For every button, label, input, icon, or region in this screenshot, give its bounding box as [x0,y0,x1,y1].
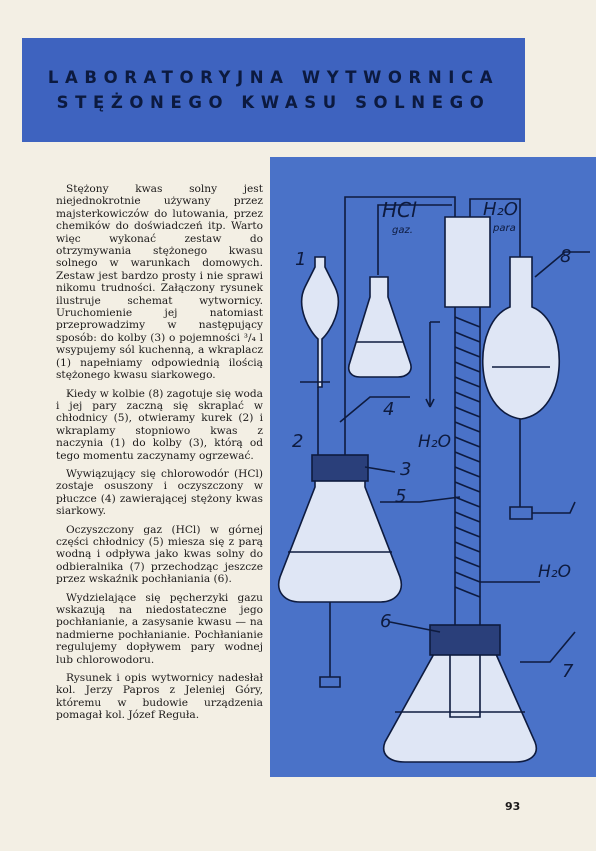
author-note: Rysunek i opis wytwornicy nadesłał kol. Jerzy Papros z Jeleniej Góry, któremu w budowie urządzenia pomagał kol. Józef Reguła. [56,672,263,722]
dropping-funnel [302,257,339,387]
receiver-stopper [430,625,500,655]
flask-stopper [312,455,368,481]
label-h2o-top: H₂O [483,199,518,220]
label-gaz: gaz. [392,225,413,236]
paragraph-5: Wydzielające się pęcherzyki gazu wskazują na niedostateczne jego pochłanianie, a zasysanie kwasu — na nadmierne pochłanianie. Pochłanianie regulujemy dopływem pary wodnej lub chlorowodoru. [56,591,263,666]
title-line-2: STĘŻONEGO KWASU SOLNEGO [56,93,491,112]
paragraph-3: Wywiązujący się chlorowodór (HCl) zostaje osuszony i oczyszczony w płuczce (4) zawierającej stężony kwas siarkowy. [56,467,263,518]
burner-left [320,602,340,687]
label-2: 2 [292,431,304,452]
label-3: 3 [400,459,412,480]
apparatus-drawing [270,157,596,777]
label-7: 7 [562,661,574,682]
label-1: 1 [295,249,307,270]
water-outlet [430,322,440,407]
label-para: para [493,223,516,234]
burner-hose [532,502,575,513]
condenser-coil [455,317,480,597]
label-5: 5 [395,486,407,507]
label-8: 8 [560,246,572,267]
burner-right [510,419,532,519]
label-4: 4 [383,399,395,420]
title-line-1: LABORATORYJNA WYTWORNICA [47,68,500,87]
leader-7 [520,632,575,662]
page-number: 93 [505,800,521,813]
label-6: 6 [380,611,392,632]
title-banner [22,38,525,142]
label-hcl: HCl [382,198,417,222]
leader-5 [380,497,460,502]
apparatus-diagram [270,157,596,777]
steam-flask [483,257,560,419]
article-text [56,183,263,728]
label-h2o-right: H₂O [538,562,571,582]
leader-4 [340,397,410,422]
condenser-top [445,217,490,307]
paragraph-4: Oczyszczony gaz (HCl) w górnej części chłodnicy (5) miesza się z parą wodną i odpływa jako kwas solny do odbieralnika (7) przechodząc jeszcze przez wskaźnik pochłaniania (6). [56,523,263,586]
label-h2o-mid: H₂O [418,432,451,452]
gas-washer [349,277,411,377]
paragraph-1: Stężony kwas solny jest niejednokrotnie używany przez majsterkowiczów do lutowania, przez chemików do doświadczeń itp. Warto więc wykonać zestaw do otrzymywania stężonego kwasu solnego w warunkach domowych. Zestaw jest bardzo prosty i nie sprawi nikomu trudności. Załączony rysunek ilustruje schemat wytwornicy. Uruchomienie jej natomiast przeprowadzimy w następujący sposób: do kolby (3) o pojemności ³/₄ l wsypujemy sól kuchenną, a wkraplacz (1) napełniamy odpowiednią ilością stężonego kwasu siarkowego. [56,183,263,382]
paragraph-2: Kiedy w kolbie (8) zagotuje się woda i jej pary zaczną się skraplać w chłodnicy (5), otwieramy kurek (2) i wkraplamy stopniowo kwas z naczynia (1) do kolby (3), którą od tego momentu zaczynamy ogrzewać. [56,387,263,462]
leader-3 [365,467,395,472]
